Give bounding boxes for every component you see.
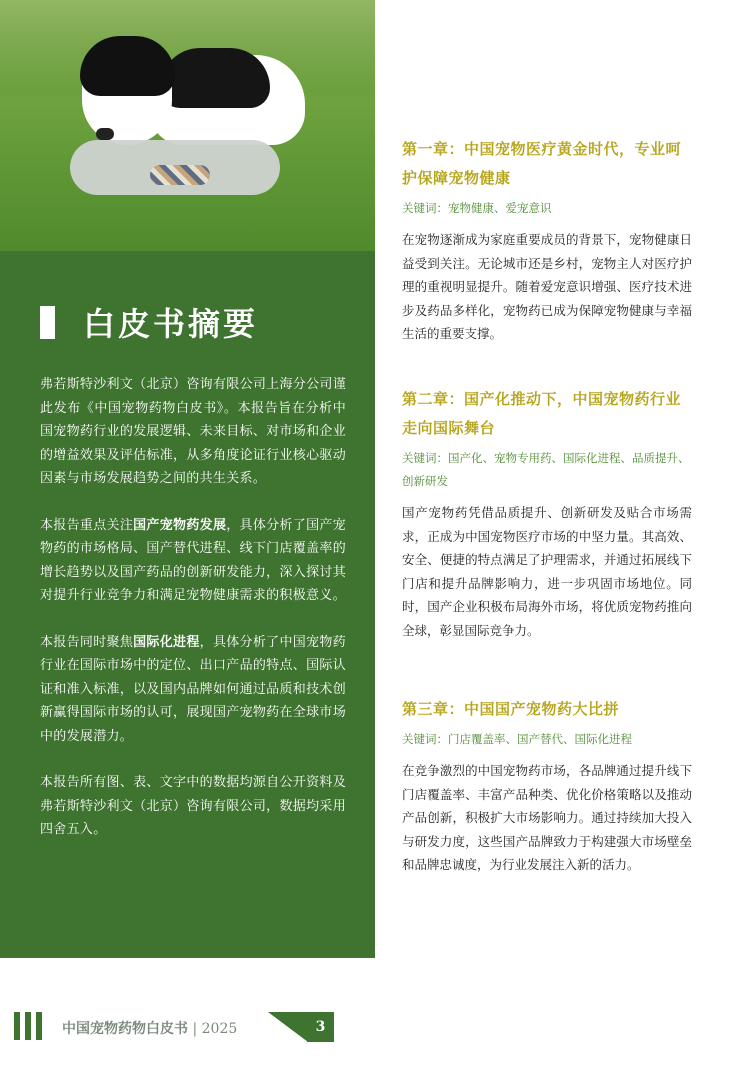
chapter-3-keywords: 关键词：门店覆盖率、国产替代、国际化进程 — [402, 732, 632, 746]
para2-highlight: 国产宠物药发展 — [133, 517, 227, 533]
footer-separator: | — [188, 1021, 202, 1037]
summary-title: 白皮书摘要 — [83, 305, 259, 343]
photo-dog-ear — [80, 36, 175, 96]
chapter-3-body: 在竞争激烈的中国宠物药市场，各品牌通过提升线下门店覆盖率、丰富产品种类、优化价格策略以及推动产品创新，积极扩大市场影响力。通过持续加大投入与研发力度，这些国产品牌致力于构建强大市场壁垒和品牌忠诚度，为行业发展注入新的活力。 — [402, 763, 692, 872]
chapter-1-keywords: 关键词：宠物健康、爱宠意识 — [402, 201, 552, 215]
chapter-1 — [402, 135, 692, 346]
heading-bar-marker — [40, 306, 55, 339]
chapter-3 — [402, 695, 692, 877]
summary-text — [40, 373, 346, 865]
photo-dog-patch — [160, 48, 270, 108]
photo-rope-toy — [150, 165, 210, 185]
chapter-2-title: 第二章：国产化推动下，中国宠物药行业走向国际舞台 — [402, 390, 682, 437]
chapter-2-keywords: 关键词：国产化、宠物专用药、国际化进程、品质提升、创新研发 — [402, 451, 690, 488]
para2-lead: 本报告重点关注 — [40, 517, 134, 533]
para3-rest: ，具体分析了中国宠物药行业在国际市场中的定位、出口产品的特点、国际认证和准入标准，以及国内品牌如何通过品质和技术创新赢得国际市场的认可，展现国产宠物药在全球市场中的发展潜力。 — [40, 634, 346, 744]
photo-dog-nose — [96, 128, 114, 140]
summary-paragraph-2 — [40, 514, 346, 608]
page-footer — [0, 1008, 750, 1048]
footer-title — [62, 1018, 237, 1038]
footer-bar-2 — [25, 1012, 31, 1040]
summary-paragraph-1: 弗若斯特沙利文（北京）咨询有限公司上海分公司谨此发布《中国宠物药物白皮书》。本报告旨在分析中国宠物药行业的发展逻辑、未来目标、对市场和企业的增益效果及评估标准，从多角度论证行业核心驱动因素与市场发展趋势之间的共生关系。 — [40, 377, 346, 486]
para2-rest: ，具体分析了国产宠物药的市场格局、国产替代进程、线下门店覆盖率的增长趋势以及国产药品的创新研发能力，深入探讨其对提升行业竞争力和满足宠物健康需求的积极意义。 — [40, 517, 346, 603]
summary-heading — [40, 299, 258, 345]
footer-doc-name: 中国宠物药物白皮书 — [62, 1021, 188, 1037]
para3-lead: 本报告同时聚焦 — [40, 634, 134, 650]
chapter-1-title: 第一章：中国宠物医疗黄金时代，专业呵护保障宠物健康 — [402, 140, 682, 187]
footer-bar-1 — [14, 1012, 20, 1040]
summary-paragraph-4: 本报告所有图、表、文字中的数据均源自公开资料及弗若斯特沙利文（北京）咨询有限公司，数据均采用四舍五入。 — [40, 775, 346, 837]
chapter-2-body: 国产宠物药凭借品质提升、创新研发及贴合市场需求，正成为中国宠物医疗市场的中坚力量。其高效、安全、便捷的特点满足了护理需求，并通过拓展线下门店和提升品牌影响力，进一步巩固市场地位。同时，国产企业积极布局海外市场，将优质宠物药推向全球，彰显国际竞争力。 — [402, 505, 692, 638]
page-number: 3 — [307, 1012, 334, 1042]
summary-panel — [0, 251, 375, 958]
footer-year: 2025 — [201, 1021, 238, 1037]
cover-photo-dog — [0, 0, 375, 251]
summary-paragraph-3 — [40, 631, 346, 749]
footer-triangle — [268, 1012, 308, 1042]
chapter-2 — [402, 385, 692, 642]
footer-bar-3 — [36, 1012, 42, 1040]
para3-highlight: 国际化进程 — [133, 634, 200, 650]
chapter-1-body: 在宠物逐渐成为家庭重要成员的背景下，宠物健康日益受到关注。无论城市还是乡村，宠物主人对医疗护理的重视明显提升。随着爱宠意识增强、医疗技术进步及药品多样化，宠物药已成为保障宠物健康与幸福生活的重要支撑。 — [402, 232, 692, 341]
chapter-3-title: 第三章：中国国产宠物药大比拼 — [402, 700, 620, 718]
